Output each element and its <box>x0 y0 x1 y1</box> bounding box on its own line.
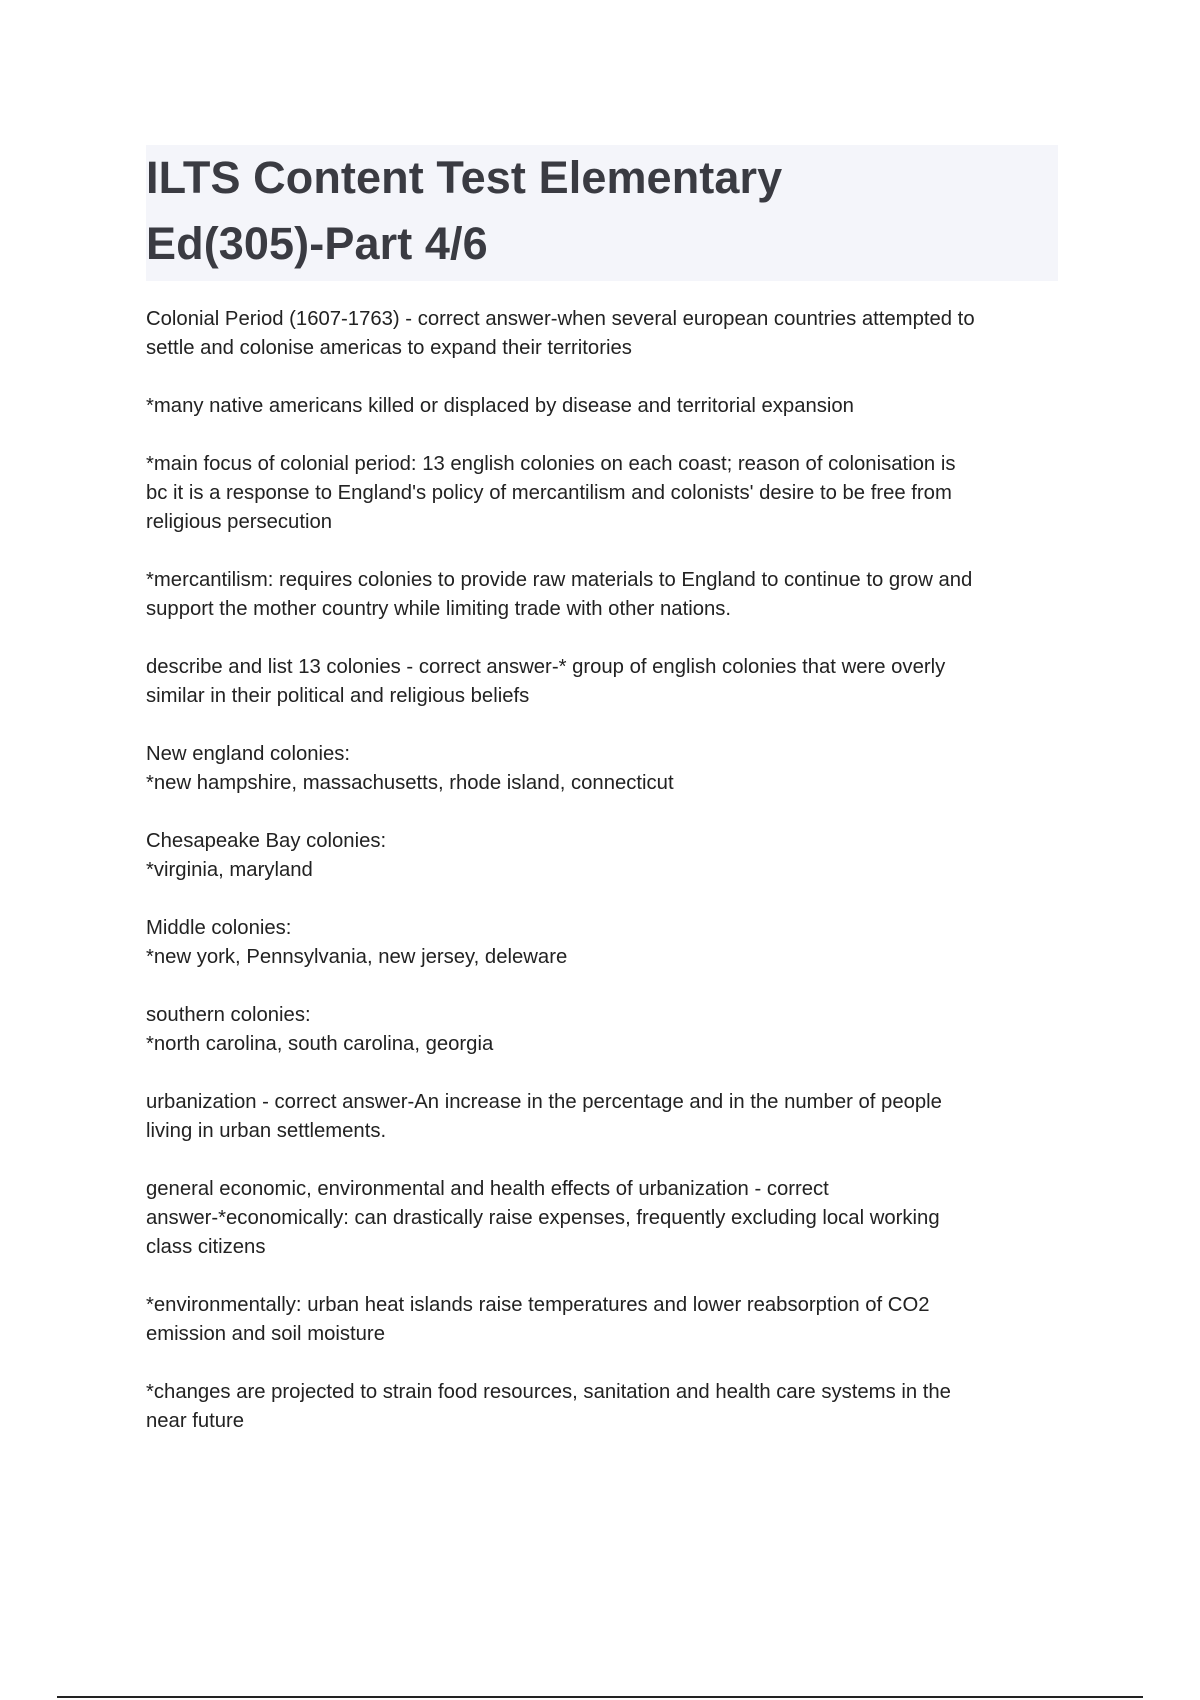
title-line: ILTS Content Test Elementary <box>146 152 783 203</box>
footer-divider <box>57 1696 1143 1698</box>
paragraph-13-colonies <box>146 653 1058 711</box>
paragraph-middle-colonies <box>146 914 1058 972</box>
paragraph-mercantilism <box>146 566 1058 624</box>
text-line: Middle colonies: <box>146 917 292 939</box>
text-line: *many native americans killed or displaced by disease and territorial expansion <box>146 395 854 417</box>
paragraph-chesapeake <box>146 827 1058 885</box>
paragraph-colonial-period <box>146 305 1058 363</box>
text-line: New england colonies: <box>146 743 351 765</box>
document-body <box>146 305 1058 1465</box>
text-line: support the mother country while limiting trade with other nations. <box>146 598 732 620</box>
text-line: Colonial Period (1607-1763) - correct answer-when several european countries attempted to <box>146 308 975 330</box>
paragraph-new-england <box>146 740 1058 798</box>
text-line: living in urban settlements. <box>146 1120 387 1142</box>
text-line: describe and list 13 colonies - correct answer-* group of english colonies that were overly <box>146 656 946 678</box>
paragraph-southern-colonies <box>146 1001 1058 1059</box>
text-line: *virginia, maryland <box>146 859 313 881</box>
text-line: answer-*economically: can drastically raise expenses, frequently excluding local working <box>146 1207 940 1229</box>
text-line: *main focus of colonial period: 13 english colonies on each coast; reason of colonisation is <box>146 453 956 475</box>
title-line: Ed(305)-Part 4/6 <box>146 218 488 269</box>
text-line: class citizens <box>146 1236 266 1258</box>
paragraph-main-focus <box>146 450 1058 537</box>
text-line: *new york, Pennsylvania, new jersey, deleware <box>146 946 568 968</box>
text-line: *environmentally: urban heat islands raise temperatures and lower reabsorption of CO2 <box>146 1294 930 1316</box>
text-line: emission and soil moisture <box>146 1323 385 1345</box>
text-line: *changes are projected to strain food resources, sanitation and health care systems in the <box>146 1381 951 1403</box>
text-line: *new hampshire, massachusetts, rhode island, connecticut <box>146 772 674 794</box>
text-line: southern colonies: <box>146 1004 311 1026</box>
text-line: urbanization - correct answer-An increase in the percentage and in the number of people <box>146 1091 942 1113</box>
text-line: religious persecution <box>146 511 333 533</box>
text-line: near future <box>146 1410 245 1432</box>
text-line: *north carolina, south carolina, georgia <box>146 1033 494 1055</box>
paragraph-native-americans <box>146 392 1058 421</box>
paragraph-urbanization <box>146 1088 1058 1146</box>
paragraph-urbanization-effects <box>146 1175 1058 1262</box>
title-block <box>146 145 1058 281</box>
text-line: settle and colonise americas to expand their territories <box>146 337 632 359</box>
paragraph-environmental <box>146 1291 1058 1349</box>
text-line: bc it is a response to England's policy of mercantilism and colonists' desire to be free from <box>146 482 952 504</box>
text-line: *mercantilism: requires colonies to provide raw materials to England to continue to grow and <box>146 569 973 591</box>
text-line: similar in their political and religious beliefs <box>146 685 530 707</box>
text-line: Chesapeake Bay colonies: <box>146 830 387 852</box>
text-line: general economic, environmental and health effects of urbanization - correct <box>146 1178 829 1200</box>
paragraph-future-changes <box>146 1378 1058 1436</box>
page-title <box>146 145 1058 277</box>
